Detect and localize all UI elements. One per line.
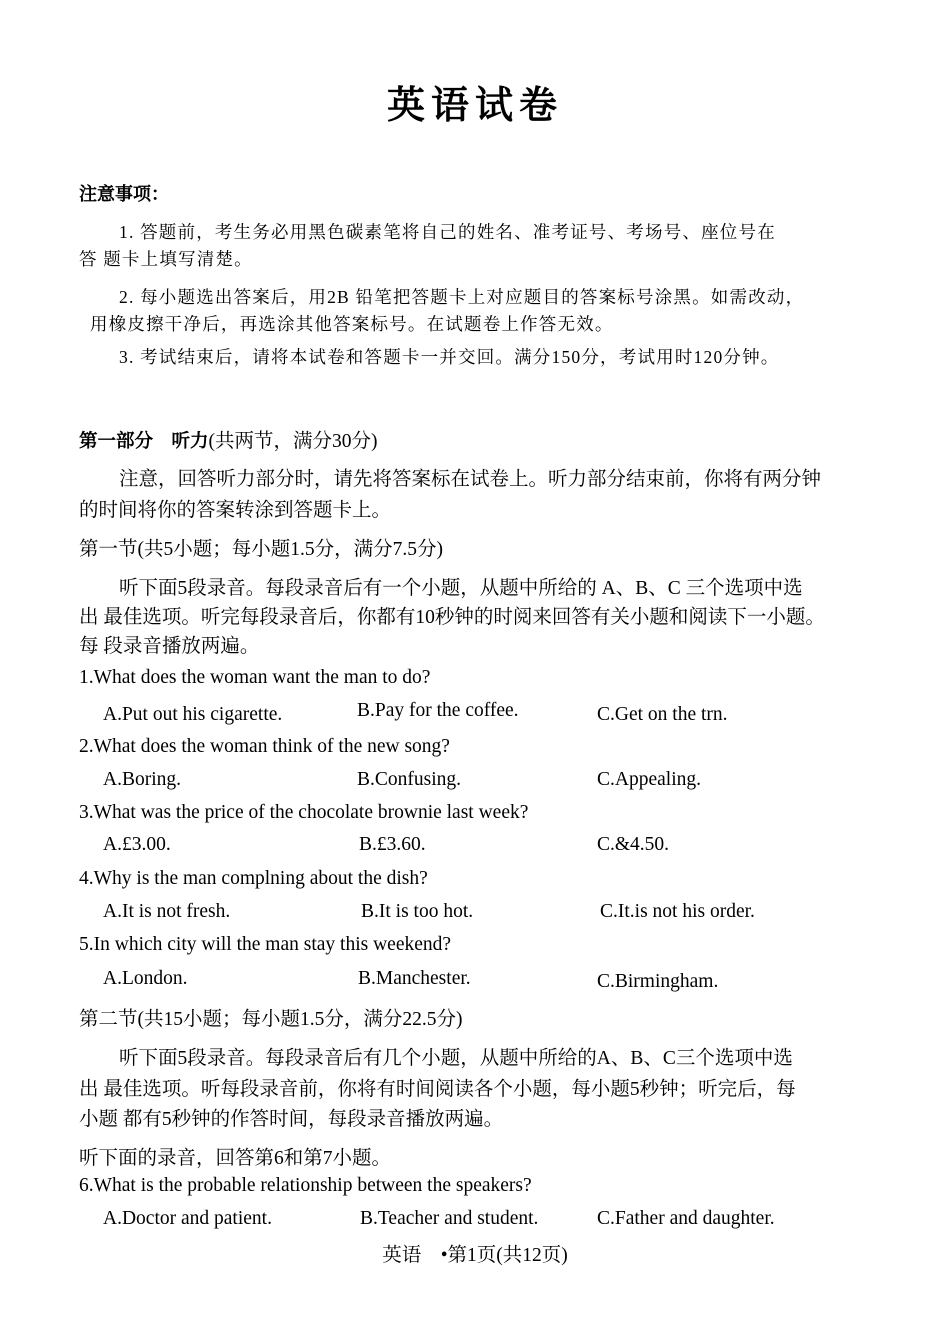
section2-intro-line-1: 听下面5段录音。每段录音后有几个小题，从题中所给的A、B、C三个选项中选 — [119, 1048, 793, 1069]
part1-intro-line-2: 的时间将你的答案转涂到答题卡上。 — [79, 500, 392, 521]
question-4-option-a: A.It is not fresh. — [103, 901, 231, 922]
section2-heading: 第二节(共15小题；每小题1.5分，满分22.5分) — [79, 1009, 463, 1030]
notice-item-2-line-1: 2. 每小题选出答案后，用2B 铅笔把答题卡上对应题目的答案标号涂黑。如需改动， — [119, 287, 805, 307]
notice-item-3: 3. 考试结束后，请将本试卷和答题卡一并交回。满分150分，考试用时120分钟。 — [119, 347, 780, 367]
question-3-option-a: A.£3.00. — [103, 834, 171, 855]
section2-sub-intro: 听下面的录音，回答第6和第7小题。 — [79, 1148, 392, 1169]
part1-intro-line-1: 注意，回答听力部分时，请先将答案标在试卷上。听力部分结束前，你将有两分钟 — [119, 469, 822, 490]
question-4-option-c: C.It.is not his order. — [600, 901, 755, 922]
part1-heading-bold: 第一部分 听力 — [79, 431, 209, 452]
question-3-option-b: B.£3.60. — [359, 834, 426, 855]
section2-intro-line-3: 小题 都有5秒钟的作答时间，每段录音播放两遍。 — [79, 1109, 504, 1130]
question-3: 3.What was the price of the chocolate brownie last week? — [79, 802, 529, 823]
question-4-option-b: B.It is too hot. — [361, 901, 474, 922]
question-1: 1.What does the woman want the man to do? — [79, 667, 431, 688]
question-1-option-b: B.Pay for the coffee. — [357, 700, 519, 721]
question-5-option-b: B.Manchester. — [358, 968, 471, 989]
section1-intro-line-3: 每 段录音播放两遍。 — [79, 636, 260, 657]
question-5-option-c: C.Birmingham. — [597, 971, 719, 992]
notice-item-1-line-2: 答 题卡上填写清楚。 — [79, 249, 253, 269]
section1-heading: 第一节(共5小题；每小题1.5分，满分7.5分) — [79, 539, 443, 560]
page-title: 英语试卷 — [386, 83, 563, 127]
question-2-option-a: A.Boring. — [103, 769, 181, 790]
section1-intro-line-1: 听下面5段录音。每段录音后有一个小题，从题中所给的 A、B、C 三个选项中选 — [119, 578, 803, 599]
question-3-option-c: C.&4.50. — [597, 834, 670, 855]
question-2: 2.What does the woman think of the new song? — [79, 736, 450, 757]
page-footer: 英语 •第1页(共12页) — [382, 1245, 568, 1266]
question-4: 4.Why is the man complning about the dish? — [79, 868, 428, 889]
question-6-option-b: B.Teacher and student. — [360, 1208, 539, 1229]
question-2-option-b: B.Confusing. — [357, 769, 462, 790]
section1-intro-line-2: 出 最佳选项。听完每段录音后，你都有10秒钟的时阅来回答有关小题和阅读下一小题。 — [79, 607, 825, 628]
question-5-option-a: A.London. — [103, 968, 188, 989]
part1-heading — [79, 425, 378, 453]
question-6-option-a: A.Doctor and patient. — [103, 1208, 272, 1229]
question-1-option-c: C.Get on the trn. — [597, 704, 728, 725]
section2-intro-line-2: 出 最佳选项。听每段录音前，你将有时间阅读各个小题，每小题5秒钟；听完后，每 — [79, 1079, 796, 1100]
question-6-option-c: C.Father and daughter. — [597, 1208, 775, 1229]
notice-item-2-line-2: 用橡皮擦干净后，再选涂其他答案标号。在试题卷上作答无效。 — [90, 314, 614, 334]
part1-heading-rest: (共两节，满分30分) — [208, 431, 378, 452]
question-6: 6.What is the probable relationship between the speakers? — [79, 1175, 532, 1196]
notice-heading: 注意事项： — [79, 184, 169, 205]
question-1-option-a: A.Put out his cigarette. — [103, 704, 283, 725]
notice-item-1-line-1: 1. 答题前，考生务必用黑色碳素笔将自己的姓名、准考证号、考场号、座位号在 — [119, 222, 776, 242]
question-5: 5.In which city will the man stay this weekend? — [79, 934, 452, 955]
question-2-option-c: C.Appealing. — [597, 769, 701, 790]
